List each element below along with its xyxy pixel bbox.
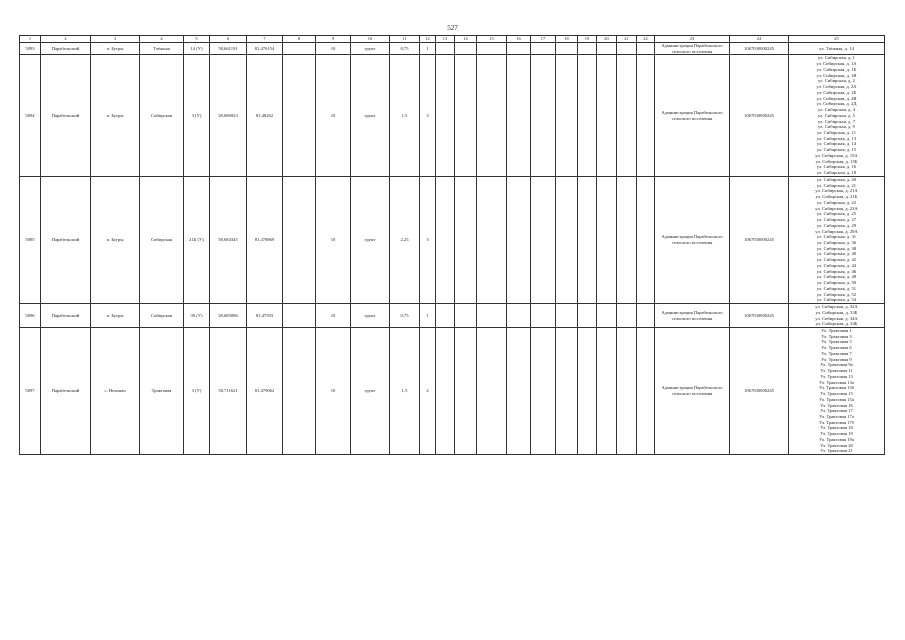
cell-col-12: 1	[420, 304, 436, 328]
cell-col-16	[507, 304, 531, 328]
cell-col-9: 10	[316, 304, 351, 328]
header-row	[20, 36, 885, 43]
cell-col-5: 3 (У)	[184, 55, 210, 176]
table-row	[20, 304, 885, 328]
cell-col-14	[455, 304, 477, 328]
cell-col-24: 1067030000245	[730, 304, 789, 328]
cell-col-4: Сибирская	[140, 55, 184, 176]
address-item: Ул. Трактовая 21	[820, 448, 853, 454]
cell-col-4: Сибирская	[140, 176, 184, 303]
cell-col-14	[455, 176, 477, 303]
column-header-14: 14	[455, 36, 477, 43]
cell-col-6: 58,711621	[210, 327, 247, 454]
address-item: Ул. Трактовая 5	[821, 339, 852, 345]
cell-col-12: 3	[420, 55, 436, 176]
column-header-21: 21	[617, 36, 637, 43]
column-header-11: 11	[390, 36, 420, 43]
cell-col-11: 1,5	[390, 55, 420, 176]
cell-col-21	[617, 304, 637, 328]
address-item: ул. Сибирская, д. 16	[816, 164, 857, 170]
cell-col-1: 5096	[20, 304, 41, 328]
cell-col-13	[436, 304, 455, 328]
column-header-6: 6	[210, 36, 247, 43]
address-item: ул. Сибирская, д. 15Б	[815, 158, 858, 164]
address-item: Ул. Трактовая 19а	[819, 436, 854, 442]
cell-col-21	[617, 176, 637, 303]
column-header-5: 5	[184, 36, 210, 43]
address-item: ул. Сибирская, д. 21Б	[815, 194, 858, 200]
address-item: ул. Сибирская, д. 52	[816, 291, 857, 297]
cell-col-17	[531, 43, 556, 55]
cell-col-1: 5093	[20, 43, 41, 55]
cell-col-21	[617, 327, 637, 454]
cell-col-13	[436, 176, 455, 303]
address-item: Ул. Трактовая 1	[821, 327, 852, 333]
column-header-24: 24	[730, 36, 789, 43]
address-item: Ул. Трактовая 15а	[819, 396, 854, 402]
column-header-13: 13	[436, 36, 455, 43]
cell-col-9: 10	[316, 55, 351, 176]
cell-col-9: 10	[316, 43, 351, 55]
address-item: Ул. Трактовая 11	[820, 368, 853, 374]
cell-col-24: 1067030000245	[730, 55, 789, 176]
cell-col-9: 10	[316, 176, 351, 303]
cell-col-13	[436, 55, 455, 176]
column-header-9: 9	[316, 36, 351, 43]
column-header-7: 7	[247, 36, 283, 43]
address-item: ул. Сибирская, д. 1А	[816, 61, 857, 67]
owner-cell: Администрация Парабельского сельского поселения	[655, 55, 730, 176]
cell-col-2: Парабельский	[41, 327, 91, 454]
cell-col-3: п. Бугры	[91, 304, 140, 328]
cell-col-8	[283, 304, 316, 328]
address-item: ул. Сибирская, д. 11	[816, 130, 856, 136]
cell-col-7: 81,476154	[247, 43, 283, 55]
address-item: ул. Сибирская, д. 22	[816, 199, 857, 205]
cell-col-18	[556, 55, 578, 176]
cell-col-7: 81,47593	[247, 304, 283, 328]
cell-col-15	[477, 176, 507, 303]
address-item: ул. Сибирская, д. 50	[816, 280, 857, 286]
table-row	[20, 327, 885, 454]
cell-col-16	[507, 43, 531, 55]
cell-col-24: 1067030000245	[730, 176, 789, 303]
cell-col-4: Сибирская	[140, 304, 184, 328]
cell-col-12: 3	[420, 176, 436, 303]
cell-col-6: 58,686923	[210, 55, 247, 176]
cell-col-19	[578, 176, 597, 303]
address-item: ул. Сибирская, д. 48	[816, 274, 857, 280]
cell-col-14	[455, 55, 477, 176]
cell-col-21	[617, 43, 637, 55]
column-header-1: 1	[20, 36, 41, 43]
cell-col-3: п. Бугры	[91, 55, 140, 176]
address-item: ул. Сибирская, д. 2А	[816, 84, 857, 90]
column-header-22: 22	[637, 36, 655, 43]
column-header-4: 4	[140, 36, 184, 43]
address-item: Ул. Трактовая 9	[821, 356, 852, 362]
cell-col-1: 5095	[20, 176, 41, 303]
cell-col-11: 0,75	[390, 304, 420, 328]
cell-col-22	[637, 55, 655, 176]
cell-col-20	[597, 304, 617, 328]
owner-cell: Администрация Парабельского сельского поселения	[655, 43, 730, 55]
column-header-17: 17	[531, 36, 556, 43]
cell-col-20	[597, 55, 617, 176]
cell-col-2: Парабельский	[41, 176, 91, 303]
page-number: 527	[447, 24, 458, 32]
column-header-8: 8	[283, 36, 316, 43]
cell-col-19	[578, 43, 597, 55]
owner-cell: Администрация Парабельского сельского поселения	[655, 304, 730, 328]
column-header-3: 3	[91, 36, 140, 43]
cell-col-11: 1,5	[390, 327, 420, 454]
cell-col-11: 2,25	[390, 176, 420, 303]
address-item: Ул. Трактовая 17б	[818, 419, 855, 425]
column-header-20: 20	[597, 36, 617, 43]
cell-col-18	[556, 327, 578, 454]
address-item: Ул. Трактовая 15	[820, 391, 853, 397]
address-item: ул. Сибирская, д. 54	[816, 297, 857, 303]
cell-col-22	[637, 304, 655, 328]
address-item: Ул. Трактовая 20	[820, 442, 853, 448]
owner-cell: Администрация Парабельского сельского поселения	[655, 176, 730, 303]
cell-col-16	[507, 176, 531, 303]
cell-col-14	[455, 327, 477, 454]
cell-col-10: грунт	[351, 304, 390, 328]
address-item: Ул. Трактовая 6	[821, 345, 852, 351]
cell-col-17	[531, 304, 556, 328]
cell-col-15	[477, 43, 507, 55]
address-item: ул. Сибирская, д. 32А	[815, 304, 858, 310]
column-header-18: 18	[556, 36, 578, 43]
cell-col-19	[578, 327, 597, 454]
column-header-25: 25	[789, 36, 885, 43]
address-item: ул. Сибирская, д. 2Б	[816, 89, 857, 95]
cell-col-4: Трактовая	[140, 327, 184, 454]
address-item: ул. Сибирская, д. 33Б	[815, 309, 858, 315]
address-item: ул. Сибирская, д. 36	[816, 239, 857, 245]
address-item: ул. Сибирская, д. 18	[816, 170, 857, 176]
address-item: ул. Сибирская, д. 23А	[815, 205, 858, 211]
cell-col-11: 0,75	[390, 43, 420, 55]
address-item: ул. Сибирская, д. 20	[816, 176, 857, 182]
cell-col-13	[436, 327, 455, 454]
cell-col-10: грунт	[351, 43, 390, 55]
address-item: ул. Сибирская, д. 14	[816, 141, 857, 147]
cell-col-12: 1	[420, 43, 436, 55]
cell-col-13	[436, 43, 455, 55]
address-item: ул. Сибирская, д. 21А	[815, 188, 858, 194]
cell-col-3: с. Нельмач	[91, 327, 140, 454]
cell-col-4: Таёжная	[140, 43, 184, 55]
address-item: ул. Сибирская, д. 7	[818, 118, 855, 124]
address-item: ул. Сибирская, д. 15А	[815, 152, 858, 158]
cell-col-22	[637, 327, 655, 454]
cell-col-2: Парабельский	[41, 55, 91, 176]
cell-col-19	[578, 55, 597, 176]
address-item: ул. Таёжная, д. 14	[819, 45, 854, 51]
address-item: ул. Сибирская, д. 46	[816, 268, 857, 274]
address-item: Ул. Трактовая 13	[820, 373, 853, 379]
address-item: ул. Сибирская, д. 1В	[816, 72, 857, 78]
address-item: Ул. Трактовая 3	[821, 333, 852, 339]
address-item: ул. Сибирская, д. 4	[818, 107, 855, 113]
cell-col-1: 5094	[20, 55, 41, 176]
cell-col-15	[477, 327, 507, 454]
column-header-15: 15	[477, 36, 507, 43]
cell-col-15	[477, 304, 507, 328]
cell-col-22	[637, 176, 655, 303]
column-header-12: 12	[420, 36, 436, 43]
cell-col-10: грунт	[351, 55, 390, 176]
cell-col-20	[597, 327, 617, 454]
address-item: ул. Сибирская, д. 5	[818, 112, 855, 118]
cell-col-10: грунт	[351, 176, 390, 303]
cell-col-17	[531, 55, 556, 176]
cell-col-14	[455, 43, 477, 55]
address-item: ул. Сибирская, д. 13	[816, 135, 857, 141]
address-item: Ул. Трактовая 13б	[818, 385, 855, 391]
column-header-19: 19	[578, 36, 597, 43]
cell-col-6: 58,684345	[210, 176, 247, 303]
cell-col-1: 5097	[20, 327, 41, 454]
address-item: ул. Сибирская, д. 34А	[815, 315, 858, 321]
cell-col-18	[556, 176, 578, 303]
address-item: Ул. Трактовая 7	[821, 350, 852, 356]
cell-col-8	[283, 327, 316, 454]
register-table	[19, 35, 885, 455]
cell-col-5: 39 (У)	[184, 304, 210, 328]
owner-cell: Администрация Парабельского сельского поселения	[655, 327, 730, 454]
cell-col-5: 3 (У)	[184, 327, 210, 454]
address-item: Ул. Трактовая 13а	[819, 379, 854, 385]
table-row	[20, 176, 885, 303]
cell-col-20	[597, 176, 617, 303]
address-item: ул. Сибирская, д. 2Д	[816, 101, 857, 107]
address-item: Ул. Трактовая 18	[820, 425, 853, 431]
cell-col-24: 1067030000245	[730, 43, 789, 55]
address-item: ул. Сибирская, д. 25	[816, 211, 857, 217]
address-item: ул. Сибирская, д. 29А	[815, 228, 858, 234]
cell-col-15	[477, 55, 507, 176]
address-list-cell	[789, 304, 885, 328]
address-list-cell	[789, 43, 885, 55]
address-item: ул. Сибирская, д. 1	[818, 55, 855, 61]
address-list-cell	[789, 327, 885, 454]
cell-col-7: 81,48262	[247, 55, 283, 176]
cell-col-17	[531, 176, 556, 303]
table-row	[20, 55, 885, 176]
cell-col-16	[507, 327, 531, 454]
cell-col-5: 14 (У)	[184, 43, 210, 55]
column-header-2: 2	[41, 36, 91, 43]
address-list-cell	[789, 55, 885, 176]
address-item: ул. Сибирская, д. 15	[816, 147, 857, 153]
cell-col-6: 58,661191	[210, 43, 247, 55]
address-item: Ул. Трактовая 9а	[820, 362, 853, 368]
address-item: ул. Сибирская, д. 34Б	[815, 321, 858, 327]
column-header-16: 16	[507, 36, 531, 43]
address-item: ул. Сибирская, д. 9	[818, 124, 855, 130]
address-item: ул. Сибирская, д. 38	[816, 245, 857, 251]
address-item: ул. Сибирская, д. 2В	[816, 95, 857, 101]
address-item: ул. Сибирская, д. 2	[818, 78, 855, 84]
cell-col-10: грунт	[351, 327, 390, 454]
cell-col-8	[283, 176, 316, 303]
cell-col-17	[531, 327, 556, 454]
cell-col-20	[597, 43, 617, 55]
cell-col-9: 10	[316, 327, 351, 454]
address-item: Ул. Трактовая 17	[820, 408, 853, 414]
cell-col-2: Парабельский	[41, 43, 91, 55]
address-item: ул. Сибирская, д. 27	[816, 217, 857, 223]
table-row	[20, 43, 885, 55]
cell-col-6: 58,685086	[210, 304, 247, 328]
column-header-23: 23	[655, 36, 730, 43]
cell-col-8	[283, 43, 316, 55]
table-body	[20, 43, 885, 455]
address-item: Ул. Трактовая 16	[820, 402, 853, 408]
cell-col-7: 81,478869	[247, 176, 283, 303]
cell-col-18	[556, 43, 578, 55]
cell-col-21	[617, 55, 637, 176]
address-list-cell	[789, 176, 885, 303]
cell-col-2: Парабельский	[41, 304, 91, 328]
address-item: ул. Сибирская, д. 51	[816, 285, 857, 291]
cell-col-19	[578, 304, 597, 328]
cell-col-24: 1067030000245	[730, 327, 789, 454]
address-item: Ул. Трактовая 17а	[819, 414, 854, 419]
cell-col-5: 21Б (У)	[184, 176, 210, 303]
address-item: ул. Сибирская, д. 21	[816, 182, 857, 188]
cell-col-12: 2	[420, 327, 436, 454]
cell-col-3: п. Бугры	[91, 43, 140, 55]
cell-col-16	[507, 55, 531, 176]
address-item: ул. Сибирская, д. 29	[816, 222, 857, 228]
cell-col-7: 81,479062	[247, 327, 283, 454]
address-item: ул. Сибирская, д. 42	[816, 257, 857, 263]
address-item: ул. Сибирская, д. 40	[816, 251, 857, 257]
address-item: ул. Сибирская, д. 1Б	[816, 66, 857, 72]
column-header-10: 10	[351, 36, 390, 43]
cell-col-22	[637, 43, 655, 55]
cell-col-8	[283, 55, 316, 176]
address-item: Ул. Трактовая 19	[820, 431, 853, 437]
address-item: ул. Сибирская, д. 31	[816, 234, 857, 240]
cell-col-3: п. Бугры	[91, 176, 140, 303]
cell-col-18	[556, 304, 578, 328]
address-item: ул. Сибирская, д. 44	[816, 262, 857, 268]
